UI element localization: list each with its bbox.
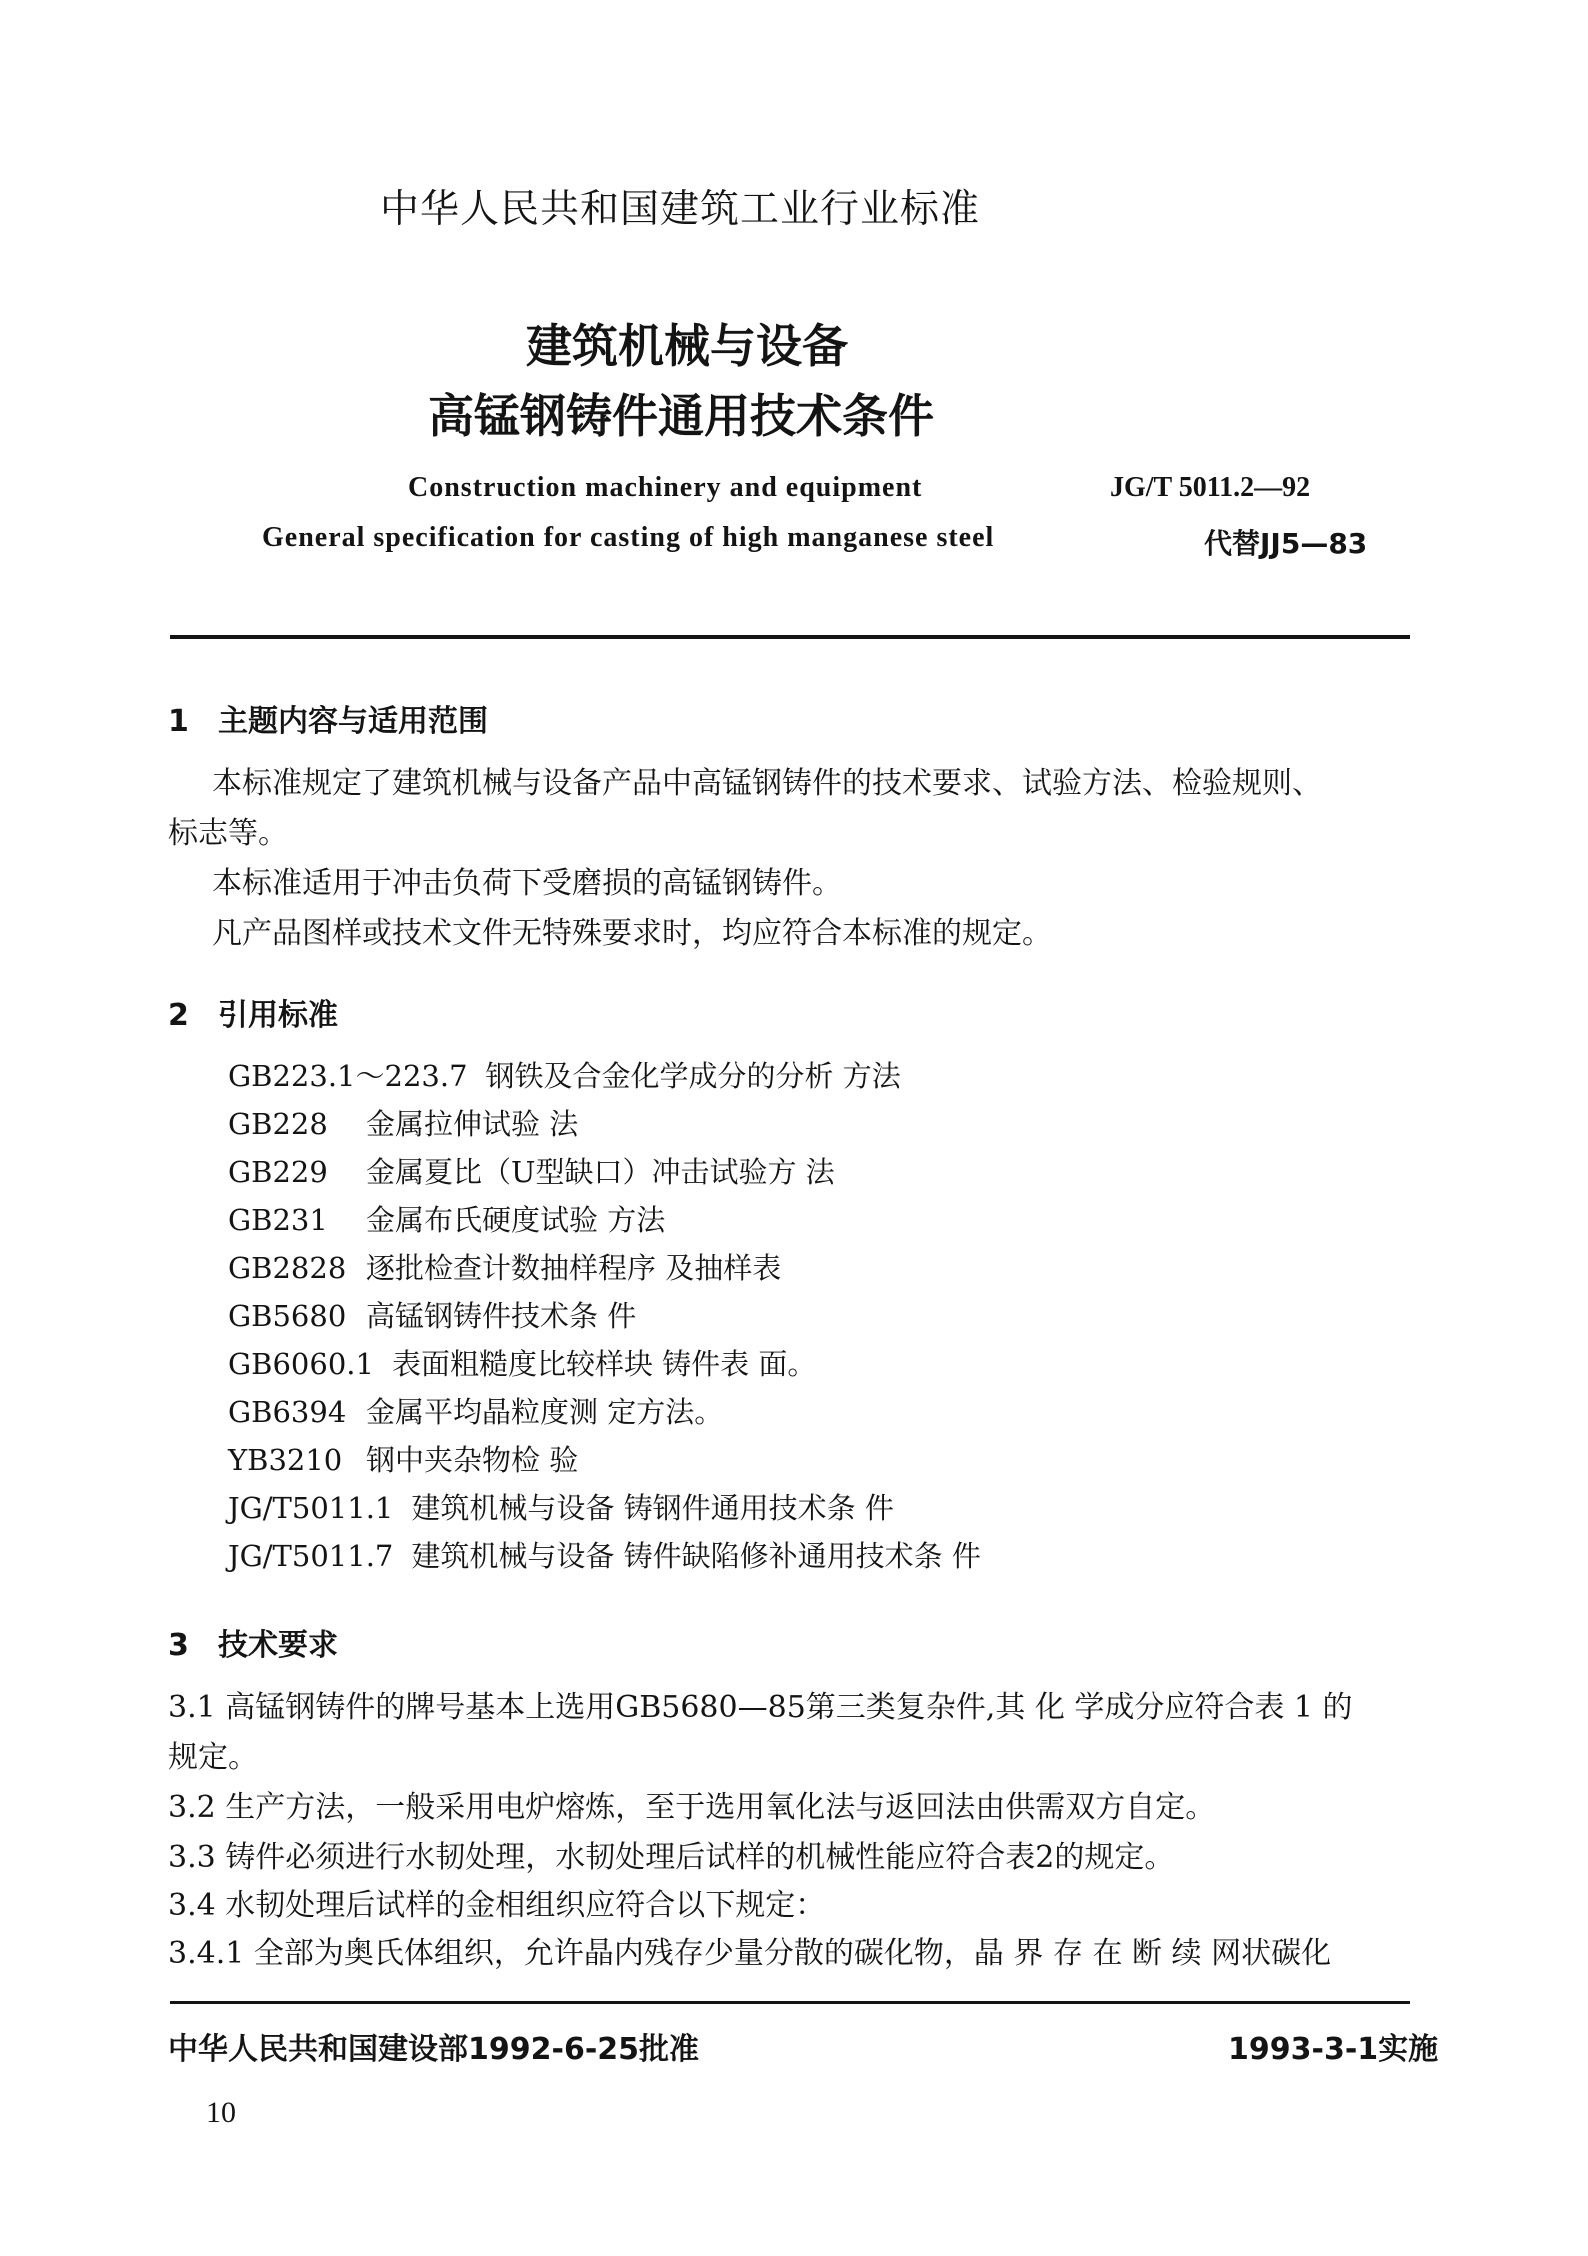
reference-code: GB231: [228, 1203, 328, 1237]
standard-category: 中华人民共和国建筑工业行业标准: [380, 187, 981, 232]
reference-title: 金属夏比（U型缺口）冲击试验方 法: [366, 1155, 835, 1189]
reference-item: [228, 1246, 781, 1287]
clause-3-4: 3.4 水韧处理后试样的金相组织应符合以下规定：: [168, 1888, 826, 1923]
replaces-code: 代替JJ5—83: [1204, 527, 1368, 560]
paragraph: 凡产品图样或技术文件无特殊要求时，均应符合本标准的规定。: [212, 916, 1052, 951]
bottom-divider: [170, 2001, 1410, 2004]
section-number: 2: [168, 998, 189, 1033]
reference-code: JG/T5011.1: [228, 1491, 394, 1525]
clause-3-2: 3.2 生产方法，一般采用电炉熔炼，至于选用氧化法与返回法由供需双方自定。: [168, 1790, 1216, 1825]
reference-title: 金属平均晶粒度测 定方法。: [366, 1395, 724, 1429]
reference-title: 金属布氏硬度试验 方法: [366, 1203, 666, 1237]
page-number: 10: [206, 2096, 236, 2129]
reference-code: GB6394: [228, 1395, 347, 1429]
section-title: 引用标准: [218, 998, 338, 1033]
english-title-line-2: General specification for casting of high manganese steel: [262, 522, 995, 553]
reference-title: 钢中夹杂物检 验: [366, 1443, 579, 1477]
reference-code: GB223.1～223.7: [228, 1059, 468, 1093]
title-line-1: 建筑机械与设备: [526, 319, 848, 373]
reference-title: 表面粗糙度比较样块 铸件表 面。: [391, 1347, 817, 1381]
effective-date: 1993-3-1实施: [1228, 2032, 1439, 2067]
reference-code: GB2828: [228, 1251, 347, 1285]
reference-title: 高锰钢铸件技术条 件: [366, 1299, 637, 1333]
reference-item: [228, 1438, 578, 1479]
reference-title: 钢铁及合金化学成分的分析 方法: [485, 1059, 901, 1093]
reference-item: [228, 1102, 578, 1143]
section-number: 1: [168, 704, 189, 739]
reference-title: 建筑机械与设备 铸件缺陷修补通用技术条 件: [411, 1539, 981, 1573]
reference-code: GB228: [228, 1107, 328, 1141]
reference-code: GB6060.1: [228, 1347, 374, 1381]
english-title-line-1: Construction machinery and equipment: [408, 472, 923, 503]
reference-item: [228, 1534, 981, 1575]
clause-3-1: 3.1 高锰钢铸件的牌号基本上选用GB5680—85第三类复杂件,其 化 学成分应符合表 1 的: [168, 1690, 1353, 1725]
reference-code: YB3210: [228, 1443, 343, 1477]
section-1-heading: [168, 696, 488, 740]
paragraph: 本标准适用于冲击负荷下受磨损的高锰钢铸件。: [212, 866, 842, 901]
top-divider: [170, 635, 1410, 639]
reference-item: [228, 1486, 894, 1527]
section-title: 主题内容与适用范围: [218, 704, 488, 739]
reference-item: [228, 1198, 665, 1239]
clause-3-3: 3.3 铸件必须进行水韧处理，水韧处理后试样的机械性能应符合表2的规定。: [168, 1840, 1175, 1875]
reference-item: [228, 1342, 816, 1383]
section-2-heading: [168, 990, 338, 1034]
reference-code: JG/T5011.7: [228, 1539, 394, 1573]
reference-title: 金属拉伸试验 法: [366, 1107, 579, 1141]
paragraph: 标志等。: [168, 816, 288, 851]
reference-code: GB5680: [228, 1299, 347, 1333]
approval-note: 中华人民共和国建设部1992-6-25批准: [168, 2032, 700, 2067]
reference-title: 建筑机械与设备 铸钢件通用技术条 件: [411, 1491, 894, 1525]
section-number: 3: [168, 1628, 189, 1663]
standard-code: JG/T 5011.2—92: [1110, 472, 1311, 503]
reference-title: 逐批检查计数抽样程序 及抽样表: [366, 1251, 782, 1285]
reference-item: [228, 1150, 835, 1191]
clause-3-1-cont: 规定。: [168, 1740, 258, 1775]
reference-item: [228, 1294, 636, 1335]
reference-code: GB229: [228, 1155, 328, 1189]
section-3-heading: [168, 1620, 338, 1664]
title-line-2: 高锰钢铸件通用技术条件: [428, 389, 934, 443]
section-title: 技术要求: [218, 1628, 338, 1663]
paragraph: 本标准规定了建筑机械与设备产品中高锰钢铸件的技术要求、试验方法、检验规则、: [212, 766, 1322, 801]
clause-3-4-1: 3.4.1 全部为奥氏体组织，允许晶内残存少量分散的碳化物，晶 界 存 在 断 续 网状碳化: [168, 1936, 1332, 1971]
reference-item: [228, 1054, 901, 1095]
reference-item: [228, 1390, 723, 1431]
